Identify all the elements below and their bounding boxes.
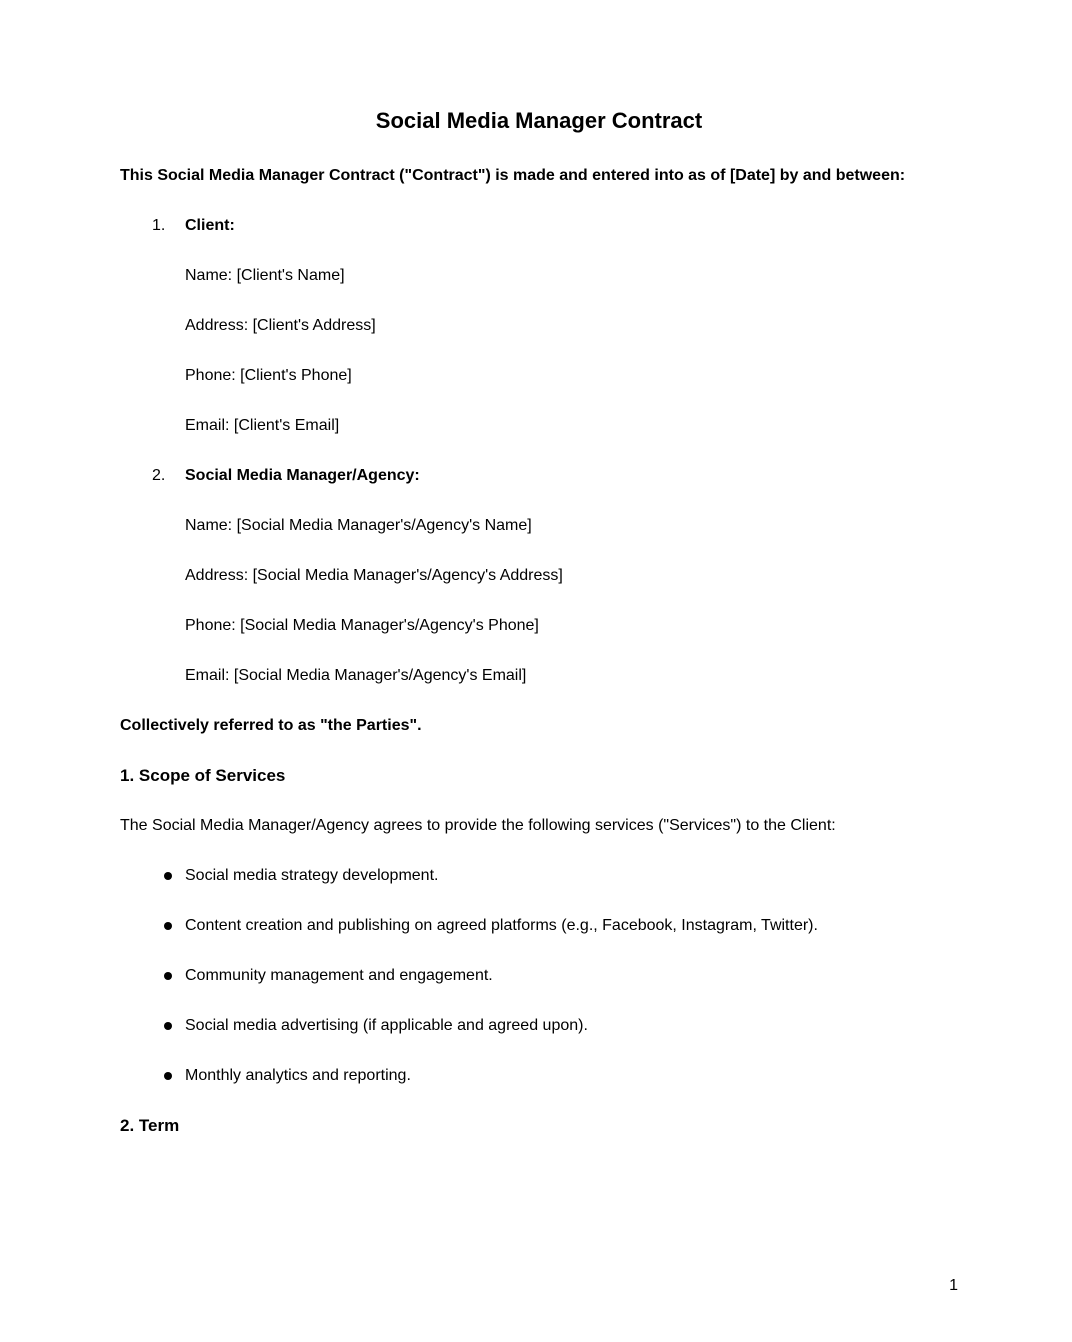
party-label: Client:: [185, 217, 235, 234]
service-item: [120, 1062, 958, 1090]
party-number: 1.: [152, 217, 166, 234]
party-field-name: Name: [Client's Name]: [185, 267, 345, 284]
intro-paragraph: This Social Media Manager Contract ("Contract") is made and entered into as of [Date] by and between:: [120, 167, 906, 184]
bullet-icon: [150, 912, 185, 930]
collectively-paragraph: Collectively referred to as "the Parties".: [120, 717, 422, 734]
section-heading-term: 2. Term: [120, 1116, 180, 1135]
service-item: [120, 912, 958, 940]
page-number: 1: [949, 1277, 958, 1294]
party-item-client: [120, 212, 958, 240]
service-item: [120, 962, 958, 990]
service-text: Monthly analytics and reporting.: [185, 1067, 411, 1084]
party-number: 2.: [152, 467, 166, 484]
service-item: [120, 862, 958, 890]
party-field-address: Address: [Client's Address]: [185, 317, 376, 334]
service-text: Content creation and publishing on agreed platforms (e.g., Facebook, Instagram, Twitter).: [185, 917, 818, 934]
party-field-name: Name: [Social Media Manager's/Agency's Name]: [185, 517, 532, 534]
service-item: [120, 1012, 958, 1040]
parties-list: [120, 212, 958, 690]
party-label: Social Media Manager/Agency:: [185, 467, 420, 484]
scope-paragraph: The Social Media Manager/Agency agrees to provide the following services ("Services") to the Client:: [120, 817, 836, 834]
party-field-email: Email: [Client's Email]: [185, 417, 340, 434]
party-field-phone: Phone: [Social Media Manager's/Agency's Phone]: [185, 617, 539, 634]
service-text: Community management and engagement.: [185, 967, 493, 984]
services-list: [120, 862, 958, 1090]
bullet-icon: [150, 1012, 185, 1030]
party-field-email: Email: [Social Media Manager's/Agency's Email]: [185, 667, 527, 684]
bullet-icon: [150, 1062, 185, 1080]
document-title: Social Media Manager Contract: [375, 108, 703, 133]
bullet-icon: [150, 962, 185, 980]
service-text: Social media strategy development.: [185, 867, 439, 884]
section-heading-scope: 1. Scope of Services: [120, 766, 286, 785]
service-text: Social media advertising (if applicable and agreed upon).: [185, 1017, 588, 1034]
party-field-phone: Phone: [Client's Phone]: [185, 367, 352, 384]
document-content: [120, 106, 958, 1162]
party-field-address: Address: [Social Media Manager's/Agency's Address]: [185, 567, 563, 584]
bullet-icon: [150, 862, 185, 880]
party-item-manager: [120, 462, 958, 490]
